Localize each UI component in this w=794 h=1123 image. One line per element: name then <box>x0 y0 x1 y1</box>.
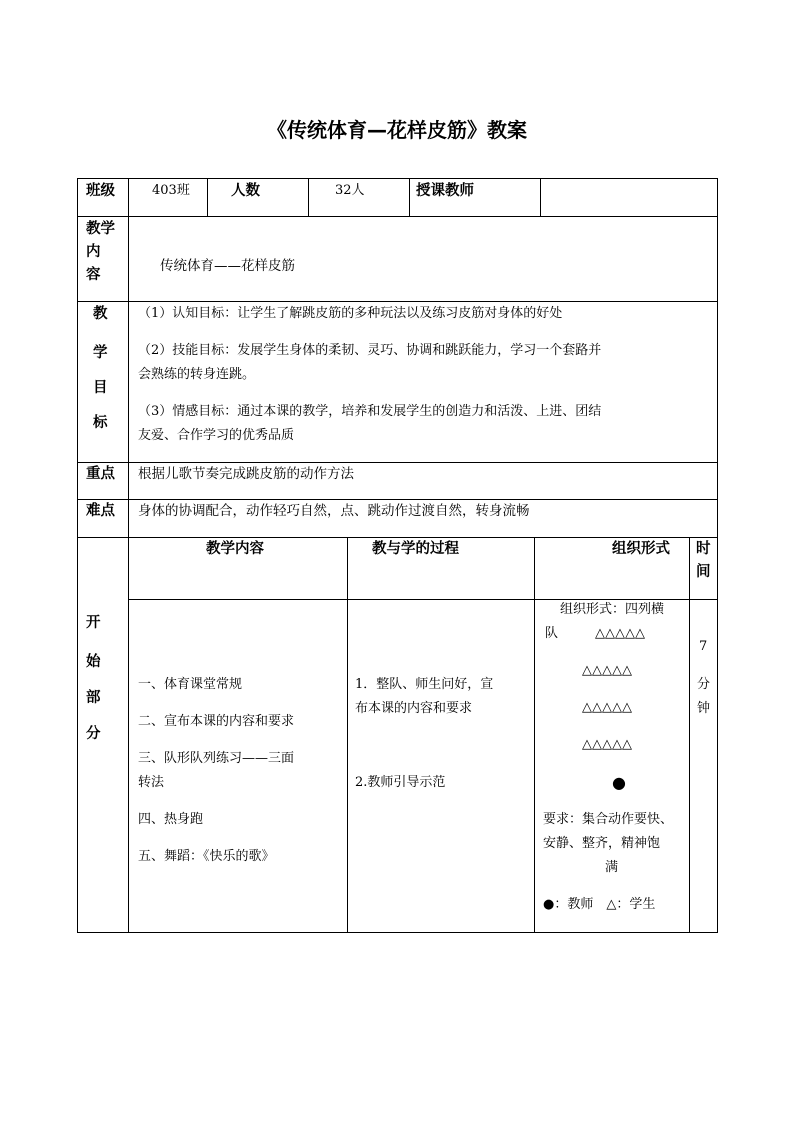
section-label-char-4: 分 <box>86 726 101 742</box>
time-value: 7 <box>699 639 708 654</box>
key-point-value: 根据儿歌节奏完成跳皮筋的动作方法 <box>138 466 354 482</box>
formation-row-2: △△△△△ <box>582 663 632 678</box>
teacher-position-icon: ● <box>612 773 626 792</box>
section-label-char-3: 部 <box>86 690 101 706</box>
content-item: 五、舞蹈：《快乐的歌》 <box>138 849 275 864</box>
teacher-label: 授课教师 <box>416 183 474 199</box>
content-label-line-2: 内 <box>86 244 101 260</box>
section-label-char-1: 开 <box>86 615 101 631</box>
header-process: 教与学的过程 <box>372 541 459 557</box>
content-item: 一、体育课堂常规 <box>138 677 243 692</box>
time-unit-char-2: 钟 <box>697 701 711 716</box>
symbol-legend: ●：教师 △：学生 <box>543 897 656 912</box>
requirement-line-1: 要求：集合动作要快、 <box>543 812 674 827</box>
formation-row-1: △△△△△ <box>595 626 645 641</box>
process-item: 布本课的内容和要求 <box>355 701 473 716</box>
count-label: 人数 <box>231 183 260 199</box>
goal-skill-line-2: 会熟练的转身连跳。 <box>138 367 256 382</box>
count-value: 32人 <box>335 183 365 198</box>
class-value: 403班 <box>152 183 190 198</box>
process-item: 1．整队、师生问好，宣 <box>355 677 494 692</box>
section-label-char-2: 始 <box>86 654 101 670</box>
content-label-line-3: 容 <box>86 267 101 283</box>
key-point-label: 重点 <box>86 466 115 482</box>
header-teaching-content: 教学内容 <box>206 541 264 557</box>
difficulty-value: 身体的协调配合，动作轻巧自然，点、跳动作过渡自然，转身流畅 <box>138 503 530 519</box>
content-value: 传统体育——花样皮筋 <box>160 258 295 274</box>
organization-line-1: 组织形式：四列横 <box>560 602 665 617</box>
requirement-line-3: 满 <box>605 860 619 875</box>
time-unit-char-1: 分 <box>697 677 711 692</box>
header-organization: 组织形式 <box>612 541 670 557</box>
goal-cognitive: （1）认知目标：让学生了解跳皮筋的多种玩法以及练习皮筋对身体的好处 <box>138 306 563 321</box>
header-time-char-2: 间 <box>696 564 711 580</box>
goals-label-char-1: 教 <box>93 306 108 322</box>
difficulty-label: 难点 <box>86 503 115 519</box>
goal-affective-line-2: 友爱、合作学习的优秀品质 <box>138 428 295 443</box>
goals-label-char-4: 标 <box>93 415 108 431</box>
formation-row-3: △△△△△ <box>582 700 632 715</box>
formation-row-4: △△△△△ <box>582 737 632 752</box>
organization-line-2: 队 <box>545 626 559 641</box>
requirement-line-2: 安静、整齐，精神饱 <box>543 836 661 851</box>
content-item: 三、队形队列练习——三面 <box>138 751 295 766</box>
goals-label-char-2: 学 <box>93 345 108 361</box>
content-item: 二、宣布本课的内容和要求 <box>138 714 295 729</box>
goal-skill-line-1: （2）技能目标：发展学生身体的柔韧、灵巧、协调和跳跃能力，学习一个套路并 <box>138 343 602 358</box>
content-item: 四、热身跑 <box>138 812 204 827</box>
goal-affective-line-1: （3）情感目标：通过本课的教学，培养和发展学生的创造力和活泼、上进、团结 <box>138 404 602 419</box>
goals-label-char-3: 目 <box>93 380 108 396</box>
content-label-line-1: 教学 <box>86 221 115 237</box>
class-label: 班级 <box>86 183 115 199</box>
header-time-char-1: 时 <box>696 541 711 557</box>
process-item: 2.教师引导示范 <box>355 775 446 790</box>
document-title: 《传统体育—花样皮筋》教案 <box>267 118 527 142</box>
content-item: 转法 <box>138 775 165 790</box>
